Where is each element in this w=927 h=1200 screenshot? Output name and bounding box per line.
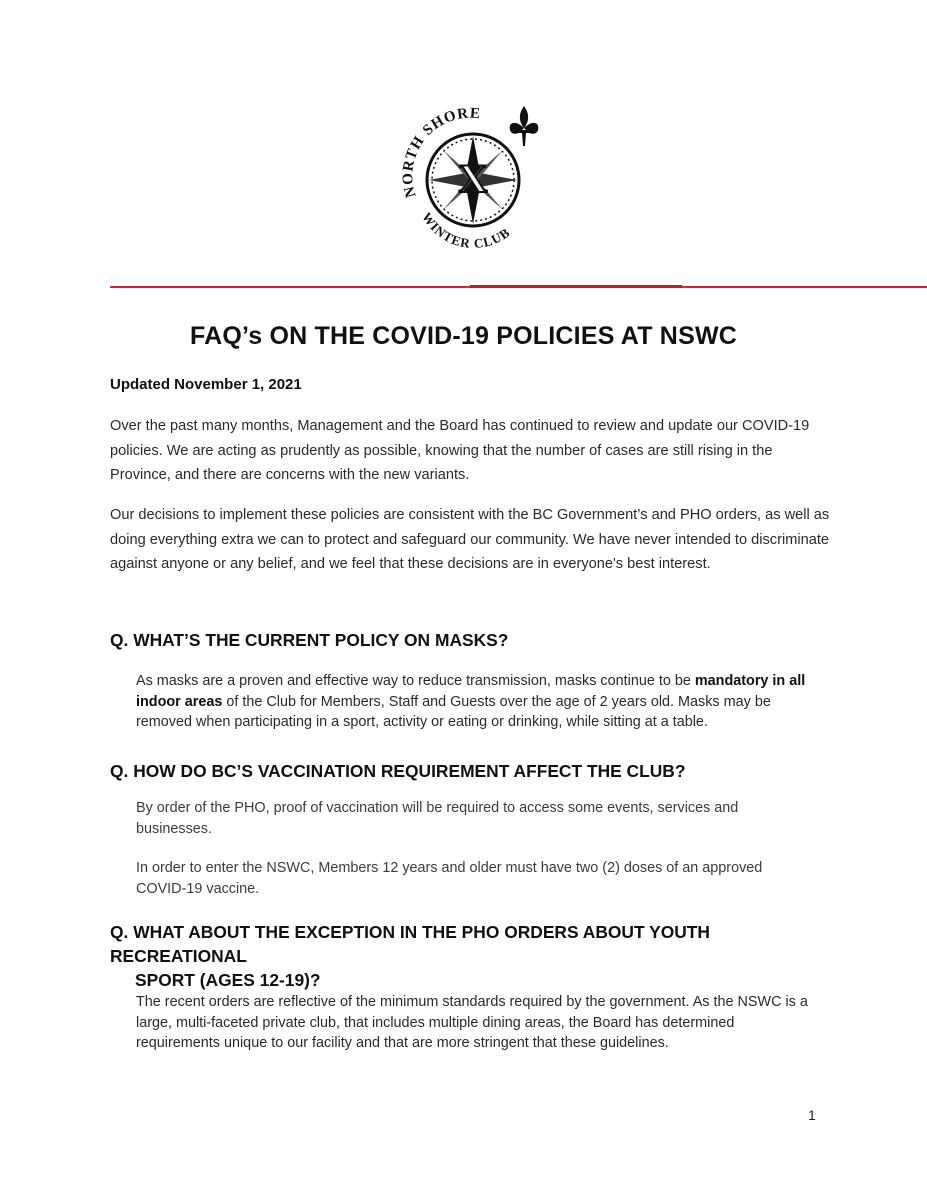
header-divider-accent [470,285,682,288]
faq-question-masks: Q. WHAT’S THE CURRENT POLICY ON MASKS? [110,630,509,650]
intro-paragraph-2: Our decisions to implement these policies are consistent with the BC Government’s and PHO orders, as well as doing everything extra we can to protect and safeguard our community. We have never intended to discriminate against anyone or any belief, and we feel that these decisions are in everyone's best interest. [110,507,830,572]
fleur-de-lis-icon [510,106,539,146]
page-number: 1 [808,1107,816,1123]
answer-emphasis: mandatory in all indoor areas [136,673,806,710]
faq-answer-vaccination-1: By order of the PHO, proof of vaccination will be required to access some events, services and businesses. [136,800,739,837]
updated-date: Updated November 1, 2021 [110,376,302,393]
intro-paragraph-1: Over the past many months, Management and the Board has continued to review and update our COVID-19 policies. We are acting as prudently as possible, knowing that the number of cases are still rising in the Province, and there are concerns with the new variants. [110,418,810,483]
nswc-logo [398,100,548,260]
faq-answer-youth-sport: The recent orders are reflective of the minimum standards required by the government. As the NSWC is a large, multi-faceted private club, that includes multiple dining areas, the Board has determined requirements unique to our facility and that are more stringent that these guidelines. [136,994,808,1051]
faq-question-vaccination: Q. HOW DO BC’S VACCINATION REQUIREMENT AFFECT THE CLUB? [110,761,686,781]
faq-answer-vaccination-2: In order to enter the NSWC, Members 12 years and older must have two (2) doses of an approved COVID-19 vaccine. [136,860,763,897]
faq-answer-masks [136,671,816,733]
question-line: Q. WHAT ABOUT THE EXCEPTION IN THE PHO ORDERS ABOUT YOUTH RECREATIONAL [110,922,710,966]
faq-question-youth-sport [110,920,830,992]
logo-bottom-text: WINTER CLUB [419,209,514,252]
question-line: SPORT (AGES 12-19)? [135,970,321,990]
compass-rose-icon [427,134,519,226]
svg-text:X: X [458,156,488,201]
logo-top-text: NORTH SHORE [400,105,482,200]
answer-text: As masks are a proven and effective way to reduce transmission, masks continue to be [136,673,695,689]
answer-text: of the Club for Members, Staff and Guests over the age of 2 years old. Masks may be removed when participating in a sport, activity or eating or drinking, while sitting at a table. [136,693,771,730]
page-title: FAQ’s ON THE COVID-19 POLICIES AT NSWC [189,322,737,350]
